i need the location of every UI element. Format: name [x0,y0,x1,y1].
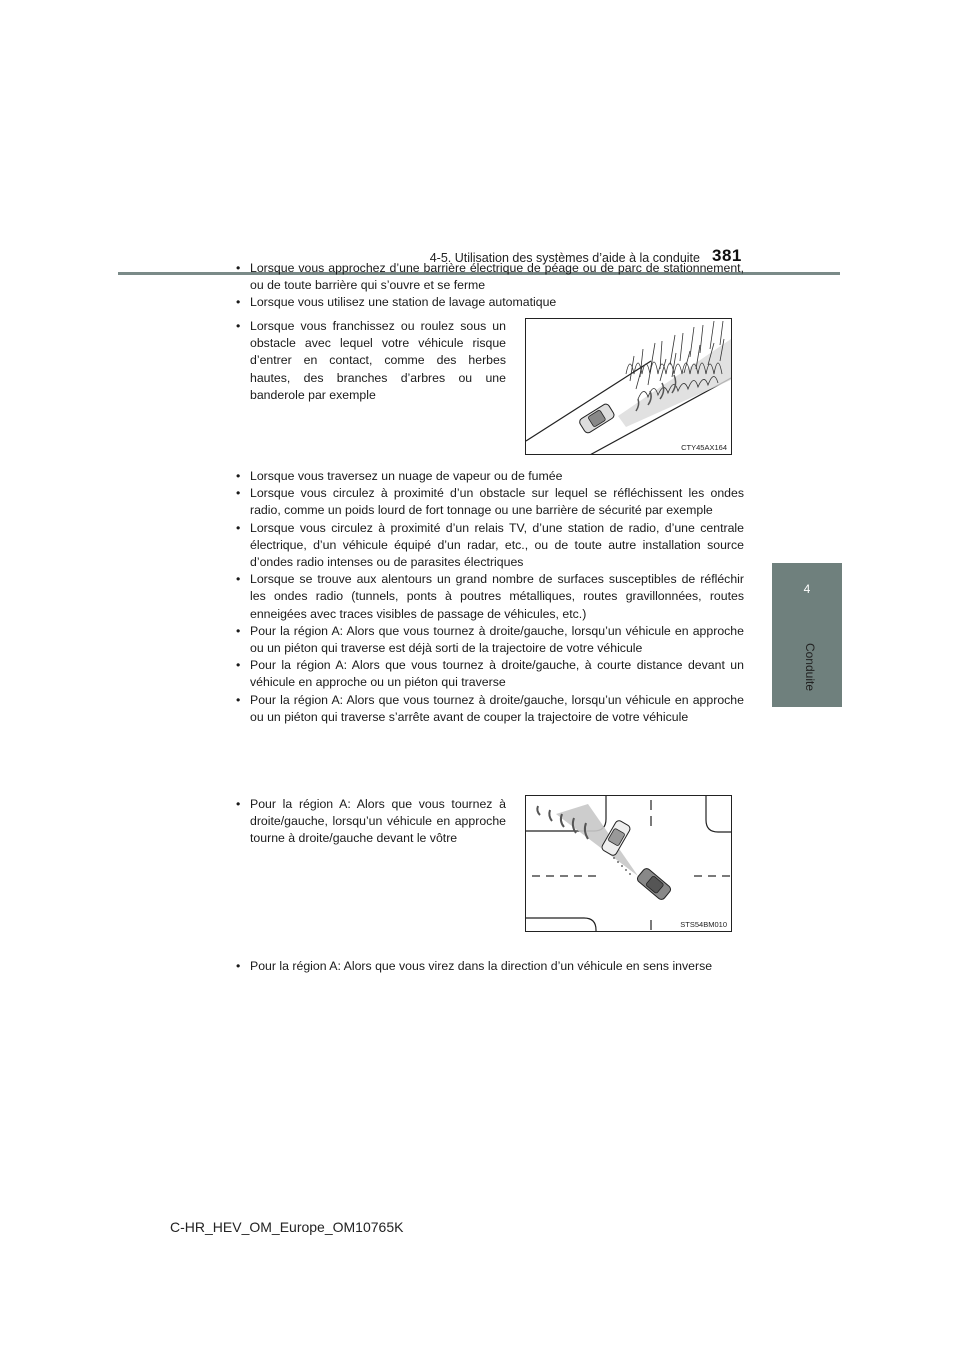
list-item: • Pour la région A: Alors que vous tournez à droite/gauche, lorsqu’un véhicule en approche tourne à droite/gauche devant le vôtre [236,796,506,848]
tall-grass-illustration [526,319,732,455]
bullet-list-4 [236,796,506,848]
bullet-list-5 [236,958,744,975]
list-item: • Pour la région A: Alors que vous virez dans la direction d’un véhicule en sens inverse [236,958,744,975]
chapter-number: 4 [803,582,811,596]
section-title: 4-5. Utilisation des systèmes d’aide à la conduite [429,251,700,265]
list-item: • Pour la région A: Alors que vous tournez à droite/gauche, à courte distance devant un véhicule en approche ou un piéton qui traverse [236,657,744,691]
bullet-list-1 [236,260,744,312]
list-item: • Lorsque vous circulez à proximité d’un relais TV, d’une station de radio, d’une centrale électrique, d’un véhicule équipé d’un radar, etc., ou de toute autre installation source d’ondes radio intenses ou de parasites électriques [236,520,744,572]
list-item: • Pour la région A: Alors que vous tournez à droite/gauche, lorsqu’un véhicule en approche ou un piéton qui traverse s’arrête avant de couper la trajectoire de votre véhicule [236,692,744,726]
figure-code: CTY45AX164 [681,443,727,452]
bullet-list-2 [236,318,506,404]
intersection-illustration [526,796,732,932]
figure-code: STS54BM010 [680,920,727,929]
bullet-list-3 [236,468,744,726]
figure-tall-grass [525,318,732,455]
figure-intersection [525,795,732,932]
chapter-label: Conduite [803,642,817,692]
list-item: • Lorsque vous utilisez une station de lavage automatique [236,294,744,311]
list-item: • Pour la région A: Alors que vous tournez à droite/gauche, lorsqu’un véhicule en approche ou un piéton qui traverse est déjà sorti de la trajectoire de votre véhicule [236,623,744,657]
list-item: • Lorsque se trouve aux alentours un grand nombre de surfaces susceptibles de réfléchir les ondes radio (tunnels, ponts à poutres métalliques, routes gravillonnées, routes enneigées avec traces visibles de passage de véhicules, etc.) [236,571,744,623]
list-item: • Lorsque vous traversez un nuage de vapeur ou de fumée [236,468,744,485]
list-item: • Lorsque vous franchissez ou roulez sous un obstacle avec lequel votre véhicule risque d’entrer en contact, comme des herbes hautes, des branches d’arbres ou une banderole par exemple [236,318,506,404]
document-code: C-HR_HEV_OM_Europe_OM10765K [170,1219,404,1235]
page-number: 381 [712,246,742,265]
list-item: • Lorsque vous circulez à proximité d’un obstacle sur lequel se réfléchissent les ondes radio, comme un poids lourd de fort tonnage ou une barrière de sécurité par exemple [236,485,744,519]
list-item: • Lorsque vous approchez d’une barrière électrique de péage ou de parc de stationnement, ou de toute barrière qui s’ouvre et se ferme [236,260,744,294]
